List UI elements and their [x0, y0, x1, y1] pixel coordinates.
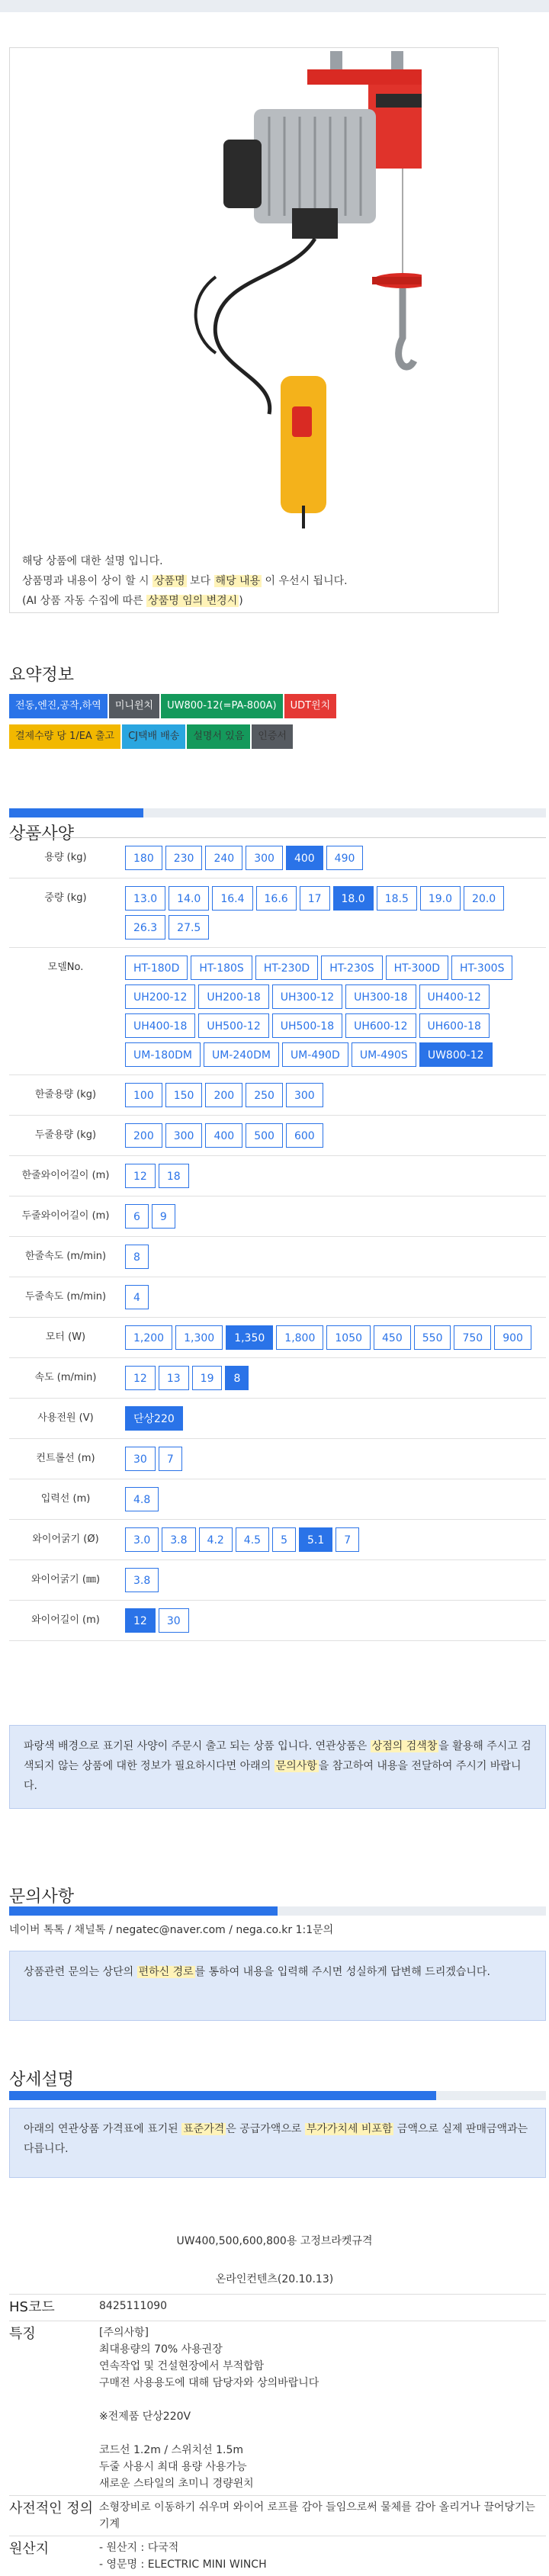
spec-options: [122, 838, 546, 878]
spec-label: 와이어굵기 (Ø): [9, 1520, 122, 1559]
feature-row: [9, 2321, 546, 2496]
origin-line: - 영문명 : ELECTRIC MINI WINCH: [99, 2556, 546, 2573]
spec-option-chip[interactable]: UH200-12: [125, 984, 195, 1009]
spec-row: [9, 1358, 546, 1399]
spec-row: [9, 1196, 546, 1237]
spec-label: 와이어길이 (m): [9, 1601, 122, 1640]
spec-option-chip[interactable]: HT-300D: [386, 956, 448, 980]
definition-label: 사전적인 정의: [9, 2496, 99, 2536]
spec-option-chip[interactable]: HT-230D: [255, 956, 318, 980]
detail-note: [9, 2108, 546, 2178]
notice-text: ): [239, 595, 242, 607]
spec-option-chip[interactable]: UH600-18: [419, 1013, 490, 1038]
feature-line: [99, 2391, 546, 2408]
spec-option-chip[interactable]: 550: [414, 1325, 451, 1350]
notice-text: 상품명과 내용이 상이 할 시: [22, 575, 152, 587]
spec-row: [9, 878, 546, 948]
notice-highlight: 상품명 임의 변경시: [146, 595, 239, 607]
spec-label: 두줄와이어길이 (m): [9, 1196, 122, 1236]
spec-label: 모터 (W): [9, 1318, 122, 1357]
note-text: 을 참고하여 내용을 전달하여 주시기 바랍니다.: [24, 1760, 521, 1792]
notice-text: (AI 상품 자동 수집에 따른: [22, 595, 146, 607]
spec-options: [122, 948, 546, 1074]
spec-label: 두줄속도 (m/min): [9, 1277, 122, 1317]
spec-option-chip[interactable]: 30: [125, 1447, 156, 1471]
feature-line: [99, 2425, 546, 2442]
spec-option-chip[interactable]: 450: [374, 1325, 411, 1350]
spec-option-chip[interactable]: UH500-18: [272, 1013, 342, 1038]
spec-option-chip[interactable]: 400: [205, 1123, 242, 1148]
spec-option-chip[interactable]: HT-180S: [191, 956, 252, 980]
spec-option-chip[interactable]: HT-300S: [451, 956, 512, 980]
notice-line-1: 해당 상품에 대한 설명 입니다.: [22, 551, 348, 571]
spec-options: [122, 1520, 546, 1559]
spec-options: [122, 1479, 546, 1519]
spec-title: 상품사양: [9, 821, 74, 844]
notice-highlight: 해당 내용: [214, 575, 262, 587]
spec-option-chip[interactable]: 1050: [326, 1325, 371, 1350]
spec-row: [9, 1399, 546, 1439]
spec-row: [9, 1560, 546, 1601]
spec-options: [122, 1318, 546, 1357]
spec-option-chip[interactable]: 9: [152, 1204, 175, 1229]
spec-label: 용량 (kg): [9, 838, 122, 878]
spec-label: 와이어굵기 (㎜): [9, 1560, 122, 1600]
spec-option-chip[interactable]: 18.5: [377, 886, 417, 911]
spec-option-chip[interactable]: 5.1: [299, 1527, 332, 1552]
summary-tag: 전동,엔진,공작,하역: [9, 694, 108, 718]
spec-option-chip[interactable]: 7: [159, 1447, 182, 1471]
feature-line: [주의사항]: [99, 2324, 546, 2341]
spec-option-chip[interactable]: 8: [225, 1366, 249, 1390]
spec-option-chip[interactable]: 18: [159, 1164, 189, 1188]
spec-options: [122, 1196, 546, 1236]
note-text: 금액으로 실제 판매금액과는 다릅니다.: [24, 2123, 528, 2155]
spec-row: [9, 948, 546, 1075]
spec-option-chip[interactable]: UH200-18: [198, 984, 268, 1009]
spec-option-chip[interactable]: 250: [246, 1083, 283, 1107]
feature-line: 구매전 사용용도에 대해 담당자와 상의바랍니다: [99, 2375, 546, 2391]
spec-option-chip[interactable]: 150: [165, 1083, 203, 1107]
spec-option-chip[interactable]: 300: [165, 1123, 203, 1148]
note-highlight: 부가가치세 비포함: [305, 2123, 394, 2135]
origin-row: [9, 2536, 546, 2576]
note-highlight: 상점의 검색창: [371, 1740, 439, 1752]
spec-option-chip[interactable]: UH300-12: [272, 984, 342, 1009]
spec-options: [122, 1399, 546, 1438]
feature-line: 연속작업 및 건설현장에서 부적합함: [99, 2358, 546, 2375]
feature-line: 두줄 사용시 최대 용량 사용가능: [99, 2459, 546, 2475]
summary-tag: UW800-12(=PA-800A): [161, 694, 282, 718]
feature-label: 특징: [9, 2321, 99, 2496]
note-text: 파랑색 배경으로 표기된 사양이 주문시 출고 되는 상품 입니다. 연관상품은: [24, 1740, 371, 1752]
spec-options: [122, 1075, 546, 1115]
spec-option-chip[interactable]: 240: [205, 846, 242, 870]
spec-row: [9, 1601, 546, 1641]
inquiry-title: 문의사항: [9, 1884, 74, 1907]
spec-option-chip[interactable]: 300: [246, 846, 283, 870]
spec-options: [122, 1601, 546, 1640]
spec-option-chip[interactable]: 4.8: [125, 1487, 159, 1511]
spec-row: [9, 1479, 546, 1520]
spec-option-chip[interactable]: UM-180DM: [125, 1042, 201, 1067]
note-text: 을 활용해 주시고 검색되지 않는 상품에 대한 정보가 필요하시다면 아래의: [24, 1740, 531, 1772]
origin-label: 원산지: [9, 2536, 99, 2576]
spec-option-chip[interactable]: 13: [159, 1366, 189, 1390]
spec-options: [122, 1156, 546, 1196]
notice-line-2: [22, 571, 348, 591]
spec-option-chip[interactable]: UM-240DM: [204, 1042, 279, 1067]
summary-tags-row-2: [9, 724, 294, 752]
spec-options: [122, 1560, 546, 1600]
spec-option-chip[interactable]: 3.8: [125, 1568, 159, 1592]
detail-info-table: [9, 2294, 546, 2576]
spec-option-chip[interactable]: UH500-12: [198, 1013, 268, 1038]
spec-option-chip[interactable]: 6: [125, 1204, 149, 1229]
top-strip: [0, 0, 549, 12]
feature-line: ※전제품 단상220V: [99, 2408, 546, 2425]
spec-option-chip[interactable]: 8: [125, 1245, 149, 1269]
shipping-tag: CJ택배 배송: [122, 724, 185, 749]
definition-value: 소형장비로 이동하기 쉬우며 와이어 로프를 감아 들임으로써 물체를 감아 올리거나 끌어당기는 기계: [99, 2496, 546, 2536]
product-image-box: [9, 47, 499, 613]
spec-option-chip[interactable]: 4.2: [199, 1527, 233, 1552]
notice-line-3: [22, 591, 348, 611]
spec-option-chip[interactable]: 20.0: [464, 886, 504, 911]
note-highlight: 표준가격: [181, 2123, 226, 2135]
spec-label: 한줄용량 (kg): [9, 1075, 122, 1115]
notice-highlight: 상품명: [152, 575, 187, 587]
spec-option-chip[interactable]: 4: [125, 1285, 149, 1309]
spec-option-chip[interactable]: 1,200: [125, 1325, 172, 1350]
spec-row: [9, 838, 546, 878]
spec-row: [9, 1237, 546, 1277]
summary-tag: 미니윈치: [109, 694, 159, 718]
spec-row: [9, 1075, 546, 1116]
spec-option-chip[interactable]: UH400-18: [125, 1013, 195, 1038]
spec-title-bar: [9, 808, 546, 817]
summary-title: 요약정보: [9, 662, 74, 686]
hs-code-row: [9, 2295, 546, 2321]
spec-row: [9, 1318, 546, 1358]
spec-option-chip[interactable]: 19.0: [420, 886, 461, 911]
inquiry-note: [9, 1951, 546, 2021]
spec-option-chip[interactable]: 3.8: [162, 1527, 195, 1552]
spec-option-chip[interactable]: 17: [300, 886, 330, 911]
spec-option-chip[interactable]: 26.3: [125, 915, 165, 940]
note-highlight: 편하신 경로: [137, 1966, 195, 1978]
spec-option-chip[interactable]: 750: [454, 1325, 491, 1350]
spec-option-chip[interactable]: 1,300: [175, 1325, 223, 1350]
spec-option-chip[interactable]: 3.0: [125, 1527, 159, 1552]
spec-row: [9, 1277, 546, 1318]
spec-option-chip[interactable]: 16.4: [212, 886, 252, 911]
notice-text: 이 우선시 됩니다.: [262, 575, 347, 587]
spec-option-chip[interactable]: 600: [286, 1123, 323, 1148]
spec-option-chip[interactable]: 230: [165, 846, 203, 870]
spec-label: 한줄와이어길이 (m): [9, 1156, 122, 1196]
spec-label: 모델No.: [9, 948, 122, 1074]
spec-label: 두줄용량 (kg): [9, 1116, 122, 1155]
spec-option-chip[interactable]: UH600-12: [345, 1013, 416, 1038]
shipping-tag: 결제수량 당 1/EA 출고: [9, 724, 120, 749]
spec-option-chip[interactable]: HT-180D: [125, 956, 188, 980]
spec-option-chip[interactable]: 7: [336, 1527, 359, 1552]
spec-option-chip[interactable]: 12: [125, 1366, 156, 1390]
spec-option-chip[interactable]: HT-230S: [321, 956, 382, 980]
feature-line: 새로운 스타일의 초미니 경량윈치: [99, 2475, 546, 2492]
spec-option-chip[interactable]: UW800-12: [419, 1042, 493, 1067]
shipping-tag: 인증서: [252, 724, 293, 749]
spec-options: [122, 1277, 546, 1317]
spec-option-chip[interactable]: 490: [326, 846, 364, 870]
spec-option-chip[interactable]: 27.5: [169, 915, 209, 940]
shipping-tag: 설명서 있음: [187, 724, 250, 749]
origin-line: - 원산지 : 다국적: [99, 2539, 546, 2556]
spec-option-chip[interactable]: 500: [246, 1123, 283, 1148]
spec-option-chip[interactable]: 300: [286, 1083, 323, 1107]
origin-value: [99, 2536, 546, 2576]
spec-option-chip[interactable]: 100: [125, 1083, 162, 1107]
spec-option-chip[interactable]: 200: [205, 1083, 242, 1107]
spec-option-chip[interactable]: UM-490D: [282, 1042, 348, 1067]
spec-table: [9, 837, 546, 1641]
spec-option-chip[interactable]: 12: [125, 1164, 156, 1188]
feature-line: 코드선 1.2m / 스위치선 1.5m: [99, 2442, 546, 2459]
spec-option-chip[interactable]: 1,350: [226, 1325, 273, 1350]
feature-value: [99, 2321, 546, 2496]
definition-row: [9, 2496, 546, 2536]
hs-code-label: HS코드: [9, 2295, 99, 2321]
contact-links[interactable]: 네이버 톡톡 / 채널톡 / negatec@naver.com / nega.co.kr 1:1문의: [9, 1922, 333, 1937]
spec-note: [9, 1725, 546, 1809]
spec-label: 중량 (kg): [9, 878, 122, 947]
spec-label: 한줄속도 (m/min): [9, 1237, 122, 1277]
spec-option-chip[interactable]: 30: [159, 1608, 189, 1633]
bracket-spec-caption: UW400,500,600,800용 고정브라켓규격: [0, 2233, 549, 2248]
note-text: 은 공급가액으로: [226, 2123, 305, 2135]
spec-row: [9, 1156, 546, 1196]
spec-option-chip[interactable]: 1,800: [276, 1325, 323, 1350]
spec-label: 속도 (m/min): [9, 1358, 122, 1398]
spec-option-chip[interactable]: 900: [494, 1325, 531, 1350]
spec-option-chip[interactable]: 5: [272, 1527, 296, 1552]
notice-text: 보다: [187, 575, 214, 587]
spec-option-chip[interactable]: 14.0: [169, 886, 209, 911]
spec-options: [122, 1358, 546, 1398]
hs-code-value: 8425111090: [99, 2295, 546, 2321]
spec-options: [122, 878, 546, 947]
product-notice: [22, 551, 348, 611]
note-text: 아래의 연관상품 가격표에 표기된: [24, 2123, 181, 2135]
spec-label: 컨트롤선 (m): [9, 1439, 122, 1479]
inquiry-title-bar: [9, 1906, 546, 1916]
online-content-caption: 온라인컨텐츠(20.10.13): [0, 2271, 549, 2286]
spec-option-chip[interactable]: UH300-18: [345, 984, 416, 1009]
note-highlight: 문의사항: [274, 1760, 319, 1772]
spec-option-chip[interactable]: 18.0: [333, 886, 374, 911]
spec-label: 사용전원 (V): [9, 1399, 122, 1438]
spec-option-chip[interactable]: 단상220: [125, 1406, 183, 1431]
spec-options: [122, 1439, 546, 1479]
spec-row: [9, 1116, 546, 1156]
summary-tags-row-1: [9, 694, 338, 721]
detail-title: 상세설명: [9, 2067, 74, 2090]
spec-option-chip[interactable]: 12: [125, 1608, 156, 1633]
product-image: [101, 48, 422, 528]
spec-option-chip[interactable]: UM-490S: [352, 1042, 416, 1067]
spec-option-chip[interactable]: UH400-12: [419, 984, 490, 1009]
spec-row: [9, 1439, 546, 1479]
spec-option-chip[interactable]: 200: [125, 1123, 162, 1148]
note-text: 를 통하여 내용을 입력해 주시면 성실하게 답변해 드리겠습니다.: [195, 1966, 490, 1978]
spec-option-chip[interactable]: 180: [125, 846, 162, 870]
spec-option-chip[interactable]: 16.6: [256, 886, 297, 911]
note-text: 상품관련 문의는 상단의: [24, 1966, 137, 1978]
spec-label: 입력선 (m): [9, 1479, 122, 1519]
detail-title-bar: [9, 2091, 546, 2100]
spec-option-chip[interactable]: 13.0: [125, 886, 165, 911]
spec-row: [9, 1520, 546, 1560]
feature-line: 최대용량의 70% 사용권장: [99, 2341, 546, 2358]
spec-option-chip[interactable]: 400: [286, 846, 323, 870]
spec-option-chip[interactable]: 19: [192, 1366, 223, 1390]
spec-options: [122, 1237, 546, 1277]
summary-tag: UDT윈치: [284, 694, 337, 718]
spec-option-chip[interactable]: 4.5: [236, 1527, 269, 1552]
spec-options: [122, 1116, 546, 1155]
